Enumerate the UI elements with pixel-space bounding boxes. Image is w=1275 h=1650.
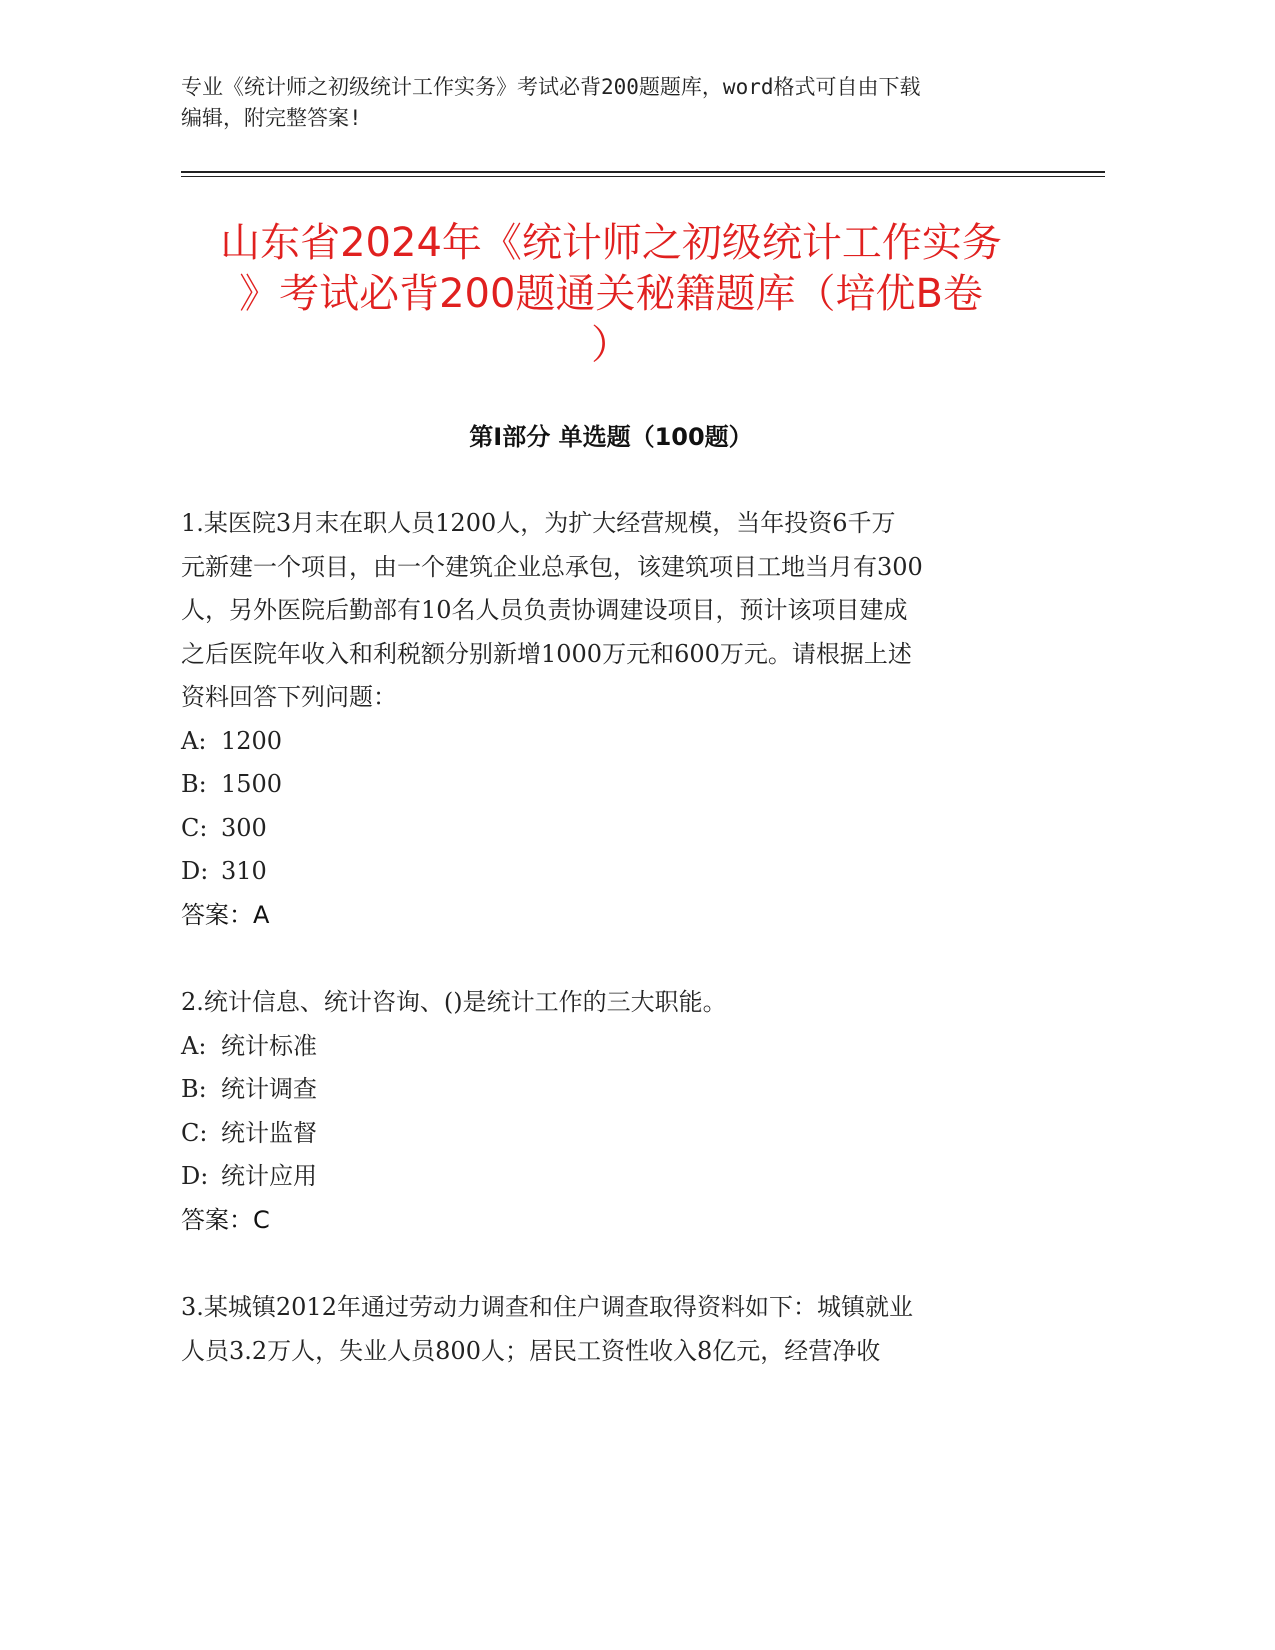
document-title-line-3: ）: [591, 322, 631, 368]
question-stem-line: 3.某城镇2012年通过劳动力调查和住户调查取得资料如下：城镇就业: [181, 1293, 913, 1321]
header-note-line-2: 编辑，附完整答案!: [181, 106, 362, 130]
option-d: [181, 850, 1041, 894]
answer-line: 答案：C: [181, 1205, 270, 1234]
option-text: 1500: [221, 770, 283, 798]
option-text: 统计应用: [221, 1162, 317, 1190]
document-title: [181, 218, 1041, 371]
header-divider-thin: [181, 176, 1105, 177]
option-letter: C:: [181, 813, 208, 842]
option-a: [181, 1025, 1041, 1069]
header-note-line-1: 专业《统计师之初级统计工作实务》考试必背200题题库，word格式可自由下载: [181, 75, 921, 99]
option-text: 统计调查: [221, 1075, 317, 1103]
option-letter: A:: [181, 1031, 207, 1060]
header-note: [181, 72, 1041, 134]
option-c: [181, 1112, 1041, 1156]
question-stem-line: 之后医院年收入和利税额分别新增1000万元和600万元。请根据上述: [181, 639, 912, 668]
header-divider-thick: [181, 171, 1105, 173]
document-title-line-1: 山东省2024年《统计师之初级统计工作实务: [220, 220, 1002, 266]
option-a: [181, 720, 1041, 764]
question-stem-line: 1.某医院3月末在职人员1200人，为扩大经营规模，当年投资6千万: [181, 509, 896, 537]
question-stem-line: 2.统计信息、统计咨询、()是统计工作的三大职能。: [181, 988, 727, 1016]
question-stem-line: 人员3.2万人，失业人员800人；居民工资性收入8亿元，经营净收: [181, 1336, 881, 1365]
question-1: [181, 502, 1041, 937]
option-letter: C:: [181, 1118, 208, 1147]
option-letter: D:: [181, 1162, 209, 1190]
answer-line: 答案：A: [181, 900, 270, 929]
question-2: [181, 981, 1041, 1242]
option-b: [181, 763, 1041, 807]
option-letter: D:: [181, 857, 209, 885]
section-title: 第I部分 单选题（100题）: [469, 423, 753, 451]
option-c: [181, 807, 1041, 851]
option-letter: B:: [181, 770, 207, 798]
option-b: [181, 1068, 1041, 1112]
question-stem-line: 资料回答下列问题：: [181, 683, 397, 711]
question-stem-line: 人，另外医院后勤部有10名人员负责协调建设项目，预计该项目建成: [181, 596, 908, 624]
option-letter: B:: [181, 1075, 207, 1103]
question-stem-line: 元新建一个项目，由一个建筑企业总承包，该建筑项目工地当月有300: [181, 552, 923, 581]
option-text: 1200: [221, 726, 283, 755]
option-text: 310: [221, 857, 267, 885]
option-d: [181, 1155, 1041, 1199]
option-letter: A:: [181, 726, 207, 755]
document-title-line-2: 》考试必背200题通关秘籍题库（培优B卷: [239, 271, 983, 317]
option-text: 统计标准: [221, 1031, 317, 1060]
option-text: 统计监督: [221, 1118, 317, 1147]
option-text: 300: [221, 813, 267, 842]
question-3: [181, 1286, 1041, 1373]
